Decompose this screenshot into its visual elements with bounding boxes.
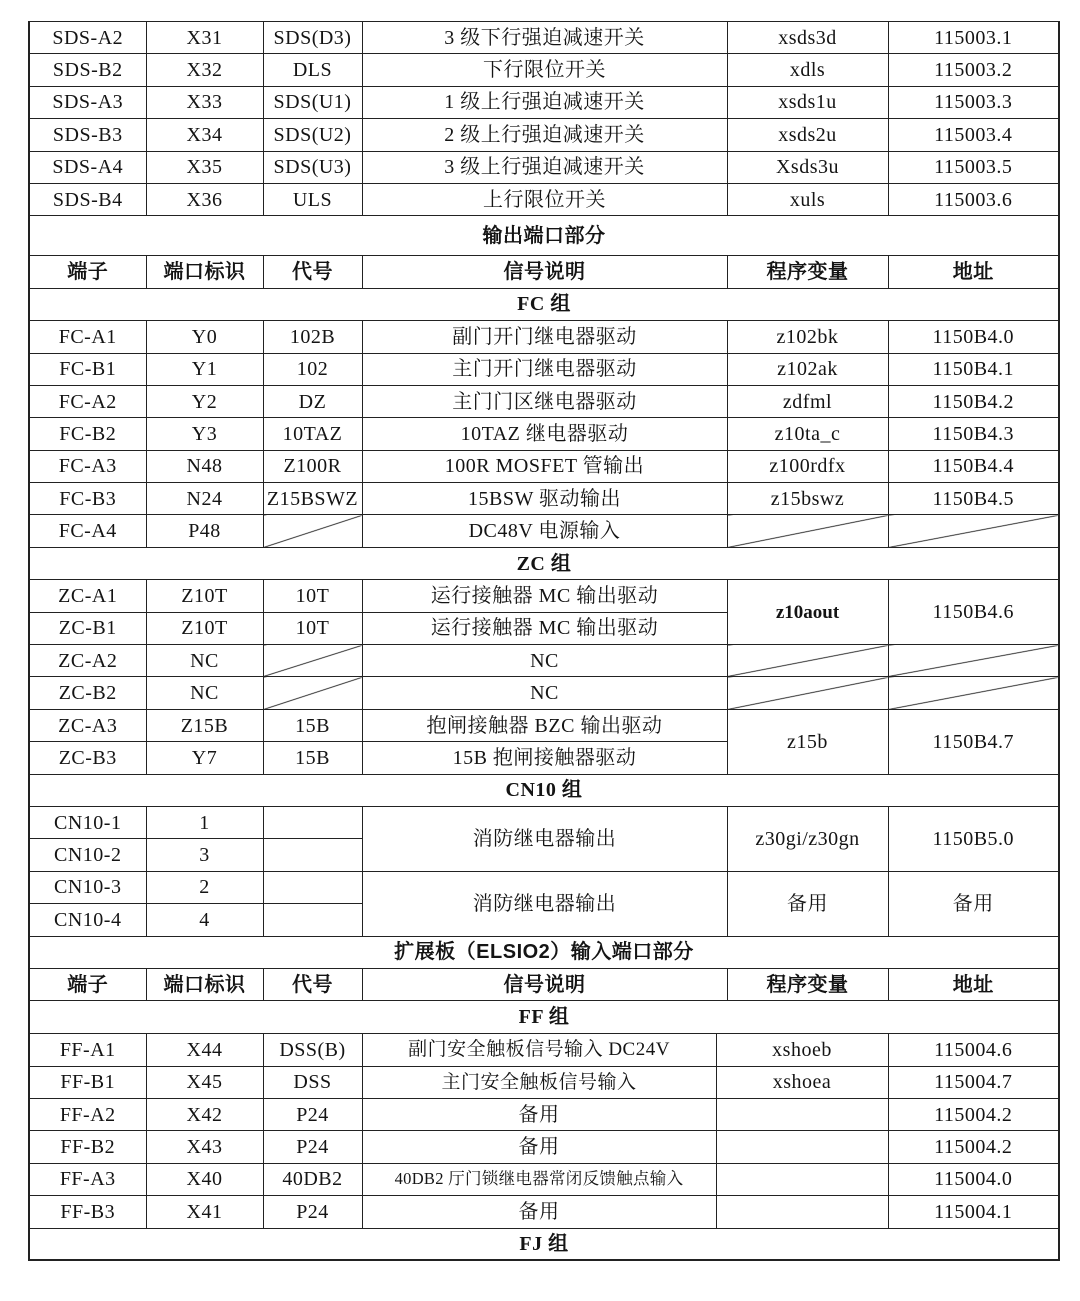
variable-cell: xsds2u: [727, 119, 888, 151]
port-cell: N48: [146, 450, 263, 482]
table-row: [29, 54, 1059, 86]
port-cell: X33: [146, 86, 263, 118]
code-cell: SDS(U1): [263, 86, 362, 118]
terminal-cell: FC-A2: [29, 385, 146, 417]
table-row: [29, 483, 1059, 515]
address-cell-merged: 备用: [888, 871, 1059, 936]
port-cell: NC: [146, 677, 263, 709]
table-row: [29, 1131, 1059, 1163]
signal-cell: 运行接触器 MC 输出驱动: [362, 612, 727, 644]
signal-cell: 副门开门继电器驱动: [362, 321, 727, 353]
column-header-port: 端口标识: [146, 256, 263, 288]
code-cell: 10TAZ: [263, 418, 362, 450]
table-row: [29, 1066, 1059, 1098]
slashed-empty-cell: [727, 515, 888, 547]
terminal-cell: ZC-A3: [29, 709, 146, 741]
port-cell: Z10T: [146, 580, 263, 612]
terminal-cell: FF-A1: [29, 1034, 146, 1066]
column-header-signal: 信号说明: [362, 256, 727, 288]
terminal-cell: ZC-B2: [29, 677, 146, 709]
empty-cell: [716, 1131, 888, 1163]
group-title: ZC 组: [29, 547, 1059, 579]
variable-cell-merged: z30gi/z30gn: [727, 806, 888, 871]
code-cell: DSS: [263, 1066, 362, 1098]
column-header-variable: 程序变量: [727, 256, 888, 288]
column-header-code: 代号: [263, 256, 362, 288]
column-header-port: 端口标识: [146, 968, 263, 1000]
section-title-row: [29, 936, 1059, 968]
variable-cell: z102bk: [727, 321, 888, 353]
group-title: FF 组: [29, 1001, 1059, 1033]
table-row: [29, 806, 1059, 838]
address-cell: 115003.4: [888, 119, 1059, 151]
port-cell: 4: [146, 904, 263, 936]
empty-cell: [263, 871, 362, 903]
variable-cell: xshoeb: [716, 1034, 888, 1066]
signal-cell: 2 级上行强迫减速开关: [362, 119, 727, 151]
terminal-cell: FF-B3: [29, 1196, 146, 1228]
port-cell: X34: [146, 119, 263, 151]
code-cell: SDS(U2): [263, 119, 362, 151]
address-cell: 1150B4.3: [888, 418, 1059, 450]
port-table-ff: [28, 1034, 1060, 1262]
table-row: [29, 871, 1059, 903]
signal-cell: 1 级上行强迫减速开关: [362, 86, 727, 118]
table-row: [29, 353, 1059, 385]
signal-cell: 抱闸接触器 BZC 输出驱动: [362, 709, 727, 741]
column-header-variable: 程序变量: [727, 968, 888, 1000]
terminal-cell: CN10-1: [29, 806, 146, 838]
address-cell: 1150B4.5: [888, 483, 1059, 515]
signal-cell: 3 级下行强迫减速开关: [362, 22, 727, 54]
code-cell: P24: [263, 1131, 362, 1163]
table-row: [29, 515, 1059, 547]
column-header-signal: 信号说明: [362, 968, 727, 1000]
port-cell: Y7: [146, 742, 263, 774]
port-cell: X32: [146, 54, 263, 86]
variable-cell: xuls: [727, 183, 888, 215]
port-cell: X43: [146, 1131, 263, 1163]
column-header-row: [29, 256, 1059, 288]
terminal-cell: SDS-A3: [29, 86, 146, 118]
variable-cell: Xsds3u: [727, 151, 888, 183]
terminal-cell: CN10-2: [29, 839, 146, 871]
table-row: [29, 677, 1059, 709]
terminal-cell: CN10-3: [29, 871, 146, 903]
table-row: [29, 1034, 1059, 1066]
code-cell: 40DB2: [263, 1163, 362, 1195]
terminal-cell: SDS-A2: [29, 22, 146, 54]
code-cell: 102B: [263, 321, 362, 353]
port-cell: 3: [146, 839, 263, 871]
variable-cell-merged: z15b: [727, 709, 888, 774]
variable-cell: xshoea: [716, 1066, 888, 1098]
slashed-empty-cell: [263, 677, 362, 709]
column-header-terminal: 端子: [29, 968, 146, 1000]
terminal-cell: SDS-B2: [29, 54, 146, 86]
address-cell-merged: 1150B5.0: [888, 806, 1059, 871]
group-title-row: [29, 288, 1059, 320]
port-cell: X40: [146, 1163, 263, 1195]
signal-cell-merged: 消防继电器输出: [362, 871, 727, 936]
code-cell: Z15BSWZ: [263, 483, 362, 515]
table-row: [29, 151, 1059, 183]
port-cell: X41: [146, 1196, 263, 1228]
signal-cell: 备用: [362, 1131, 716, 1163]
port-cell: NC: [146, 645, 263, 677]
empty-cell: [263, 904, 362, 936]
code-cell: SDS(D3): [263, 22, 362, 54]
empty-cell: [716, 1099, 888, 1131]
signal-cell: 备用: [362, 1196, 716, 1228]
signal-cell: 100R MOSFET 管输出: [362, 450, 727, 482]
signal-cell: 主门安全触板信号输入: [362, 1066, 716, 1098]
signal-cell: 运行接触器 MC 输出驱动: [362, 580, 727, 612]
table-row: [29, 645, 1059, 677]
signal-cell: 15BSW 驱动输出: [362, 483, 727, 515]
port-cell: P48: [146, 515, 263, 547]
code-cell: 10T: [263, 612, 362, 644]
address-cell: 1150B4.0: [888, 321, 1059, 353]
slashed-empty-cell: [888, 515, 1059, 547]
terminal-cell: SDS-A4: [29, 151, 146, 183]
variable-cell: z15bswz: [727, 483, 888, 515]
address-cell-merged: 1150B4.6: [888, 580, 1059, 645]
address-cell: 115003.2: [888, 54, 1059, 86]
group-title-row: [29, 1228, 1059, 1260]
address-cell: 115003.6: [888, 183, 1059, 215]
table-row: [29, 119, 1059, 151]
table-row: [29, 183, 1059, 215]
table-row: [29, 450, 1059, 482]
code-cell: P24: [263, 1196, 362, 1228]
code-cell: DZ: [263, 385, 362, 417]
port-cell: X35: [146, 151, 263, 183]
address-cell: 115003.5: [888, 151, 1059, 183]
variable-cell: zdfml: [727, 385, 888, 417]
port-cell: Z15B: [146, 709, 263, 741]
terminal-cell: ZC-A2: [29, 645, 146, 677]
group-title-row: [29, 547, 1059, 579]
table-row: [29, 709, 1059, 741]
code-cell: SDS(U3): [263, 151, 362, 183]
column-header-row: [29, 968, 1059, 1000]
io-port-table: [28, 21, 1058, 1261]
group-title-row: [29, 1001, 1059, 1033]
signal-cell-merged: 消防继电器输出: [362, 806, 727, 871]
variable-cell-merged: 备用: [727, 871, 888, 936]
variable-cell: xdls: [727, 54, 888, 86]
port-cell: Z10T: [146, 612, 263, 644]
table-row: [29, 580, 1059, 612]
slashed-empty-cell: [263, 515, 362, 547]
signal-cell: 下行限位开关: [362, 54, 727, 86]
group-title: CN10 组: [29, 774, 1059, 806]
empty-cell: [263, 839, 362, 871]
slashed-empty-cell: [727, 645, 888, 677]
code-cell: 102: [263, 353, 362, 385]
variable-cell: z10ta_c: [727, 418, 888, 450]
terminal-cell: FF-A3: [29, 1163, 146, 1195]
signal-cell: 主门开门继电器驱动: [362, 353, 727, 385]
variable-cell: z100rdfx: [727, 450, 888, 482]
terminal-cell: ZC-B3: [29, 742, 146, 774]
table-row: [29, 385, 1059, 417]
code-cell: 15B: [263, 742, 362, 774]
address-cell: 1150B4.4: [888, 450, 1059, 482]
code-cell: P24: [263, 1099, 362, 1131]
slashed-empty-cell: [888, 677, 1059, 709]
port-cell: Y2: [146, 385, 263, 417]
empty-cell: [716, 1196, 888, 1228]
slashed-empty-cell: [888, 645, 1059, 677]
port-cell: Y0: [146, 321, 263, 353]
empty-cell: [716, 1163, 888, 1195]
terminal-cell: FC-A4: [29, 515, 146, 547]
address-cell: 1150B4.2: [888, 385, 1059, 417]
signal-cell: 10TAZ 继电器驱动: [362, 418, 727, 450]
column-header-address: 地址: [888, 968, 1059, 1000]
port-cell: Y1: [146, 353, 263, 385]
signal-cell: 备用: [362, 1099, 716, 1131]
signal-cell: 副门安全触板信号输入 DC24V: [362, 1034, 716, 1066]
group-title: FJ 组: [29, 1228, 1059, 1260]
column-header-code: 代号: [263, 968, 362, 1000]
terminal-cell: FC-B2: [29, 418, 146, 450]
code-cell: DSS(B): [263, 1034, 362, 1066]
terminal-cell: FC-A3: [29, 450, 146, 482]
section-title: 扩展板（ELSIO2）输入端口部分: [29, 936, 1059, 968]
terminal-cell: FF-B2: [29, 1131, 146, 1163]
terminal-cell: SDS-B3: [29, 119, 146, 151]
signal-cell: 上行限位开关: [362, 183, 727, 215]
variable-cell: xsds3d: [727, 22, 888, 54]
column-header-terminal: 端子: [29, 256, 146, 288]
port-table-main: [28, 21, 1060, 1034]
code-cell: DLS: [263, 54, 362, 86]
address-cell: 115004.2: [888, 1099, 1059, 1131]
address-cell: 115004.7: [888, 1066, 1059, 1098]
address-cell: 115004.2: [888, 1131, 1059, 1163]
signal-cell: NC: [362, 677, 727, 709]
slashed-empty-cell: [727, 677, 888, 709]
terminal-cell: FC-A1: [29, 321, 146, 353]
port-cell: Y3: [146, 418, 263, 450]
table-row: [29, 86, 1059, 118]
code-cell: Z100R: [263, 450, 362, 482]
terminal-cell: FC-B1: [29, 353, 146, 385]
table-row: [29, 22, 1059, 54]
signal-cell: 15B 抱闸接触器驱动: [362, 742, 727, 774]
address-cell: 1150B4.1: [888, 353, 1059, 385]
section-title-row: [29, 216, 1059, 256]
port-cell: X31: [146, 22, 263, 54]
address-cell: 115003.1: [888, 22, 1059, 54]
signal-cell: 40DB2 厅门锁继电器常闭反馈触点输入: [362, 1163, 716, 1195]
terminal-cell: FC-B3: [29, 483, 146, 515]
code-cell: 10T: [263, 580, 362, 612]
terminal-cell: SDS-B4: [29, 183, 146, 215]
address-cell-merged: 1150B4.7: [888, 709, 1059, 774]
terminal-cell: CN10-4: [29, 904, 146, 936]
signal-cell: NC: [362, 645, 727, 677]
port-cell: X45: [146, 1066, 263, 1098]
table-row: [29, 418, 1059, 450]
address-cell: 115003.3: [888, 86, 1059, 118]
signal-cell: DC48V 电源输入: [362, 515, 727, 547]
signal-cell: 3 级上行强迫减速开关: [362, 151, 727, 183]
port-cell: X36: [146, 183, 263, 215]
slashed-empty-cell: [263, 645, 362, 677]
terminal-cell: FF-A2: [29, 1099, 146, 1131]
column-header-address: 地址: [888, 256, 1059, 288]
code-cell: ULS: [263, 183, 362, 215]
address-cell: 115004.1: [888, 1196, 1059, 1228]
code-cell: 15B: [263, 709, 362, 741]
table-row: [29, 321, 1059, 353]
port-cell: 2: [146, 871, 263, 903]
terminal-cell: ZC-B1: [29, 612, 146, 644]
address-cell: 115004.0: [888, 1163, 1059, 1195]
port-cell: X44: [146, 1034, 263, 1066]
port-cell: X42: [146, 1099, 263, 1131]
section-title: 输出端口部分: [29, 216, 1059, 256]
table-row: [29, 1099, 1059, 1131]
variable-cell: z102ak: [727, 353, 888, 385]
variable-cell-merged: z10aout: [727, 580, 888, 645]
port-cell: 1: [146, 806, 263, 838]
signal-cell: 主门门区继电器驱动: [362, 385, 727, 417]
terminal-cell: ZC-A1: [29, 580, 146, 612]
group-title-row: [29, 774, 1059, 806]
terminal-cell: FF-B1: [29, 1066, 146, 1098]
empty-cell: [263, 806, 362, 838]
port-cell: N24: [146, 483, 263, 515]
variable-cell: xsds1u: [727, 86, 888, 118]
address-cell: 115004.6: [888, 1034, 1059, 1066]
group-title: FC 组: [29, 288, 1059, 320]
table-row: [29, 1163, 1059, 1195]
table-row: [29, 1196, 1059, 1228]
